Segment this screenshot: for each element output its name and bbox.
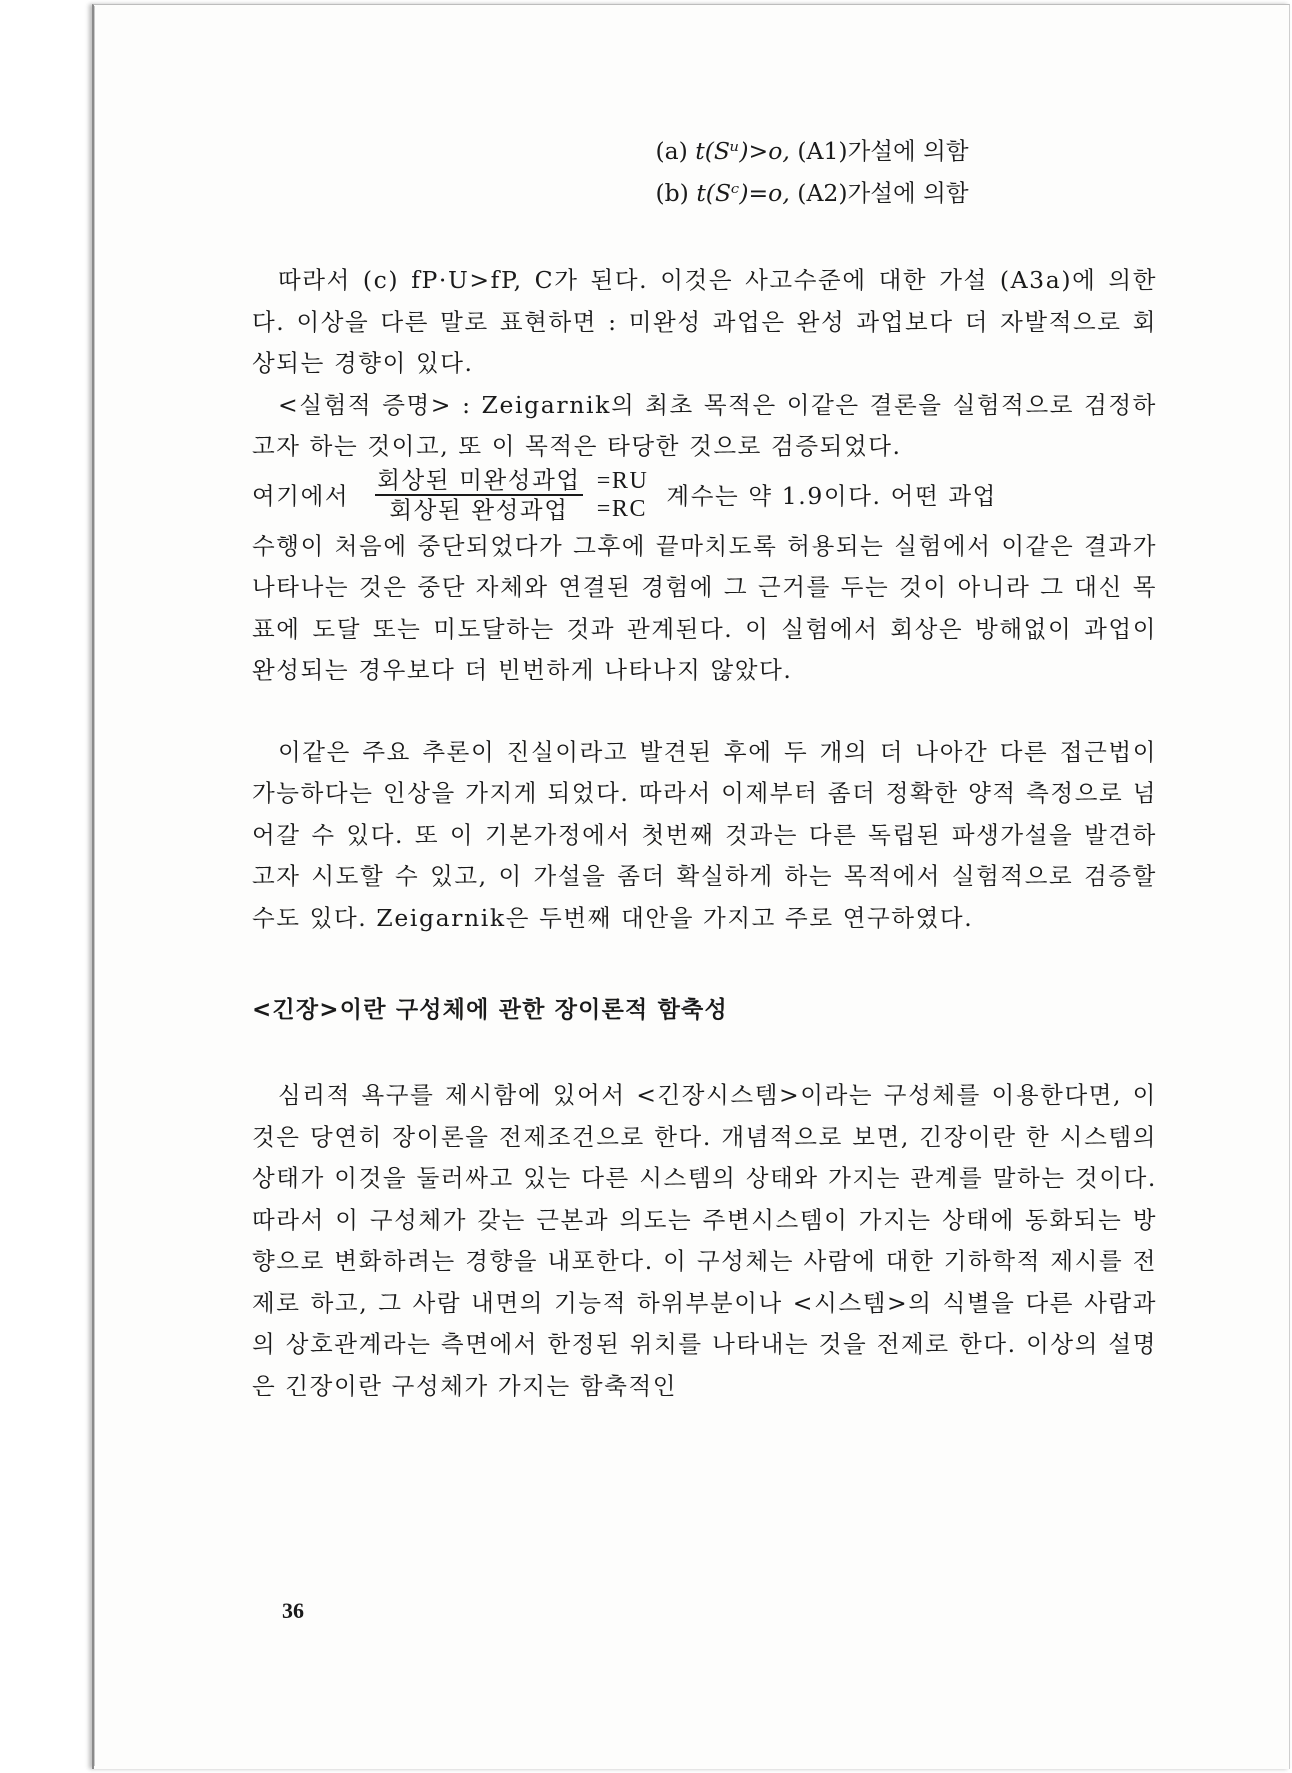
paragraph-3: 수행이 처음에 중단되었다가 그후에 끝마치도록 허용되는 실험에서 이같은 결과가 나타나는 것은 중단 자체와 연결된 경험에 그 근거를 두는 것이 아니라 그 대신 목표에 도달 또는 미도달하는 것과 관계된다. 이 실험에서 회상은 방해없이 과업이 완성되는 경우보다 더 빈번하게 나타나지 않았다. [252,531,1157,684]
fraction-eq-numerator: =RU [596,467,649,494]
formula-a [372,130,1122,172]
formula-b [372,172,1122,214]
fraction-line [252,465,1157,526]
fraction-suffix: 계수는 약 1.9이다. 어떤 과업 [666,481,997,510]
formula-b-label: (b) [655,179,689,207]
fraction [375,466,582,524]
fraction-denominator: 회상된 완성과업 [389,495,569,524]
fraction-eq-denominator: =RC [596,495,648,522]
fraction-equals [597,467,649,523]
paragraph-1: 따라서 (c) fP·U>fP, C가 된다. 이것은 사고수준에 대한 가설 (A3a)에 의한다. 이상을 다른 말로 표현하면 : 미완성 과업은 완성 과업보다 더 자발적으로 회상되는 경향이 있다. [252,266,1157,377]
formula-a-expr: t(Sᵘ)>o, [695,137,790,165]
section-heading: <긴장>이란 구성체에 관한 장이론적 함축성 [252,997,728,1023]
formula-a-note: (A1)가설에 의함 [797,137,969,165]
paragraph-5: 심리적 욕구를 제시함에 있어서 <긴장시스템>이라는 구성체를 이용한다면, 이것은 당연히 장이론을 전제조건으로 한다. 개념적으로 보면, 긴장이란 한 시스템의 상태가 이것을 둘러싸고 있는 다른 시스템의 상태와 가지는 관계를 말하는 것이다. 따라서 이 구성체가 갖는 근본과 의도는 주변시스템이 가지는 상태에 동화되는 방향으로 변화하려는 경향을 내포한다. 이 구성체는 사람에 대한 기하학적 제시를 전제로 하고, 그 사람 내면의 기능적 하위부분이나 <시스템>의 식별을 다른 사람과의 상호관계라는 측면에서 한정된 위치를 나타내는 것을 전제로 한다. 이상의 설명은 긴장이란 구성체가 가지는 함축적인 [252,1081,1157,1400]
fraction-numerator: 회상된 미완성과업 [377,465,581,494]
book-edge [0,0,88,1773]
formula-a-label: (a) [655,137,688,165]
formula-b-note: (A2)가설에 의함 [797,179,969,207]
paragraph-4: 이같은 주요 추론이 진실이라고 발견된 후에 두 개의 더 나아간 다른 접근법이 가능하다는 인상을 가지게 되었다. 따라서 이제부터 좀더 정확한 양적 측정으로 넘어갈 수 있다. 또 이 기본가정에서 첫번째 것과는 다른 독립된 파생가설을 발견하고자 시도할 수 있고, 이 가설을 좀더 확실하게 하는 목적에서 실험적으로 검증할 수도 있다. Zeigarnik은 두번째 대안을 가지고 주로 연구하였다. [252,737,1157,932]
paragraph-2: <실험적 증명> : Zeigarnik의 최초 목적은 이같은 결론을 실험적으로 검정하고자 하는 것이고, 또 이 목적은 타당한 것으로 검증되었다. [252,390,1157,460]
formula-b-expr: t(Sᶜ)=o, [696,179,790,207]
fraction-prefix: 여기에서 [252,481,350,510]
page-content [252,130,1157,1407]
page-number: 36 [282,1598,304,1623]
